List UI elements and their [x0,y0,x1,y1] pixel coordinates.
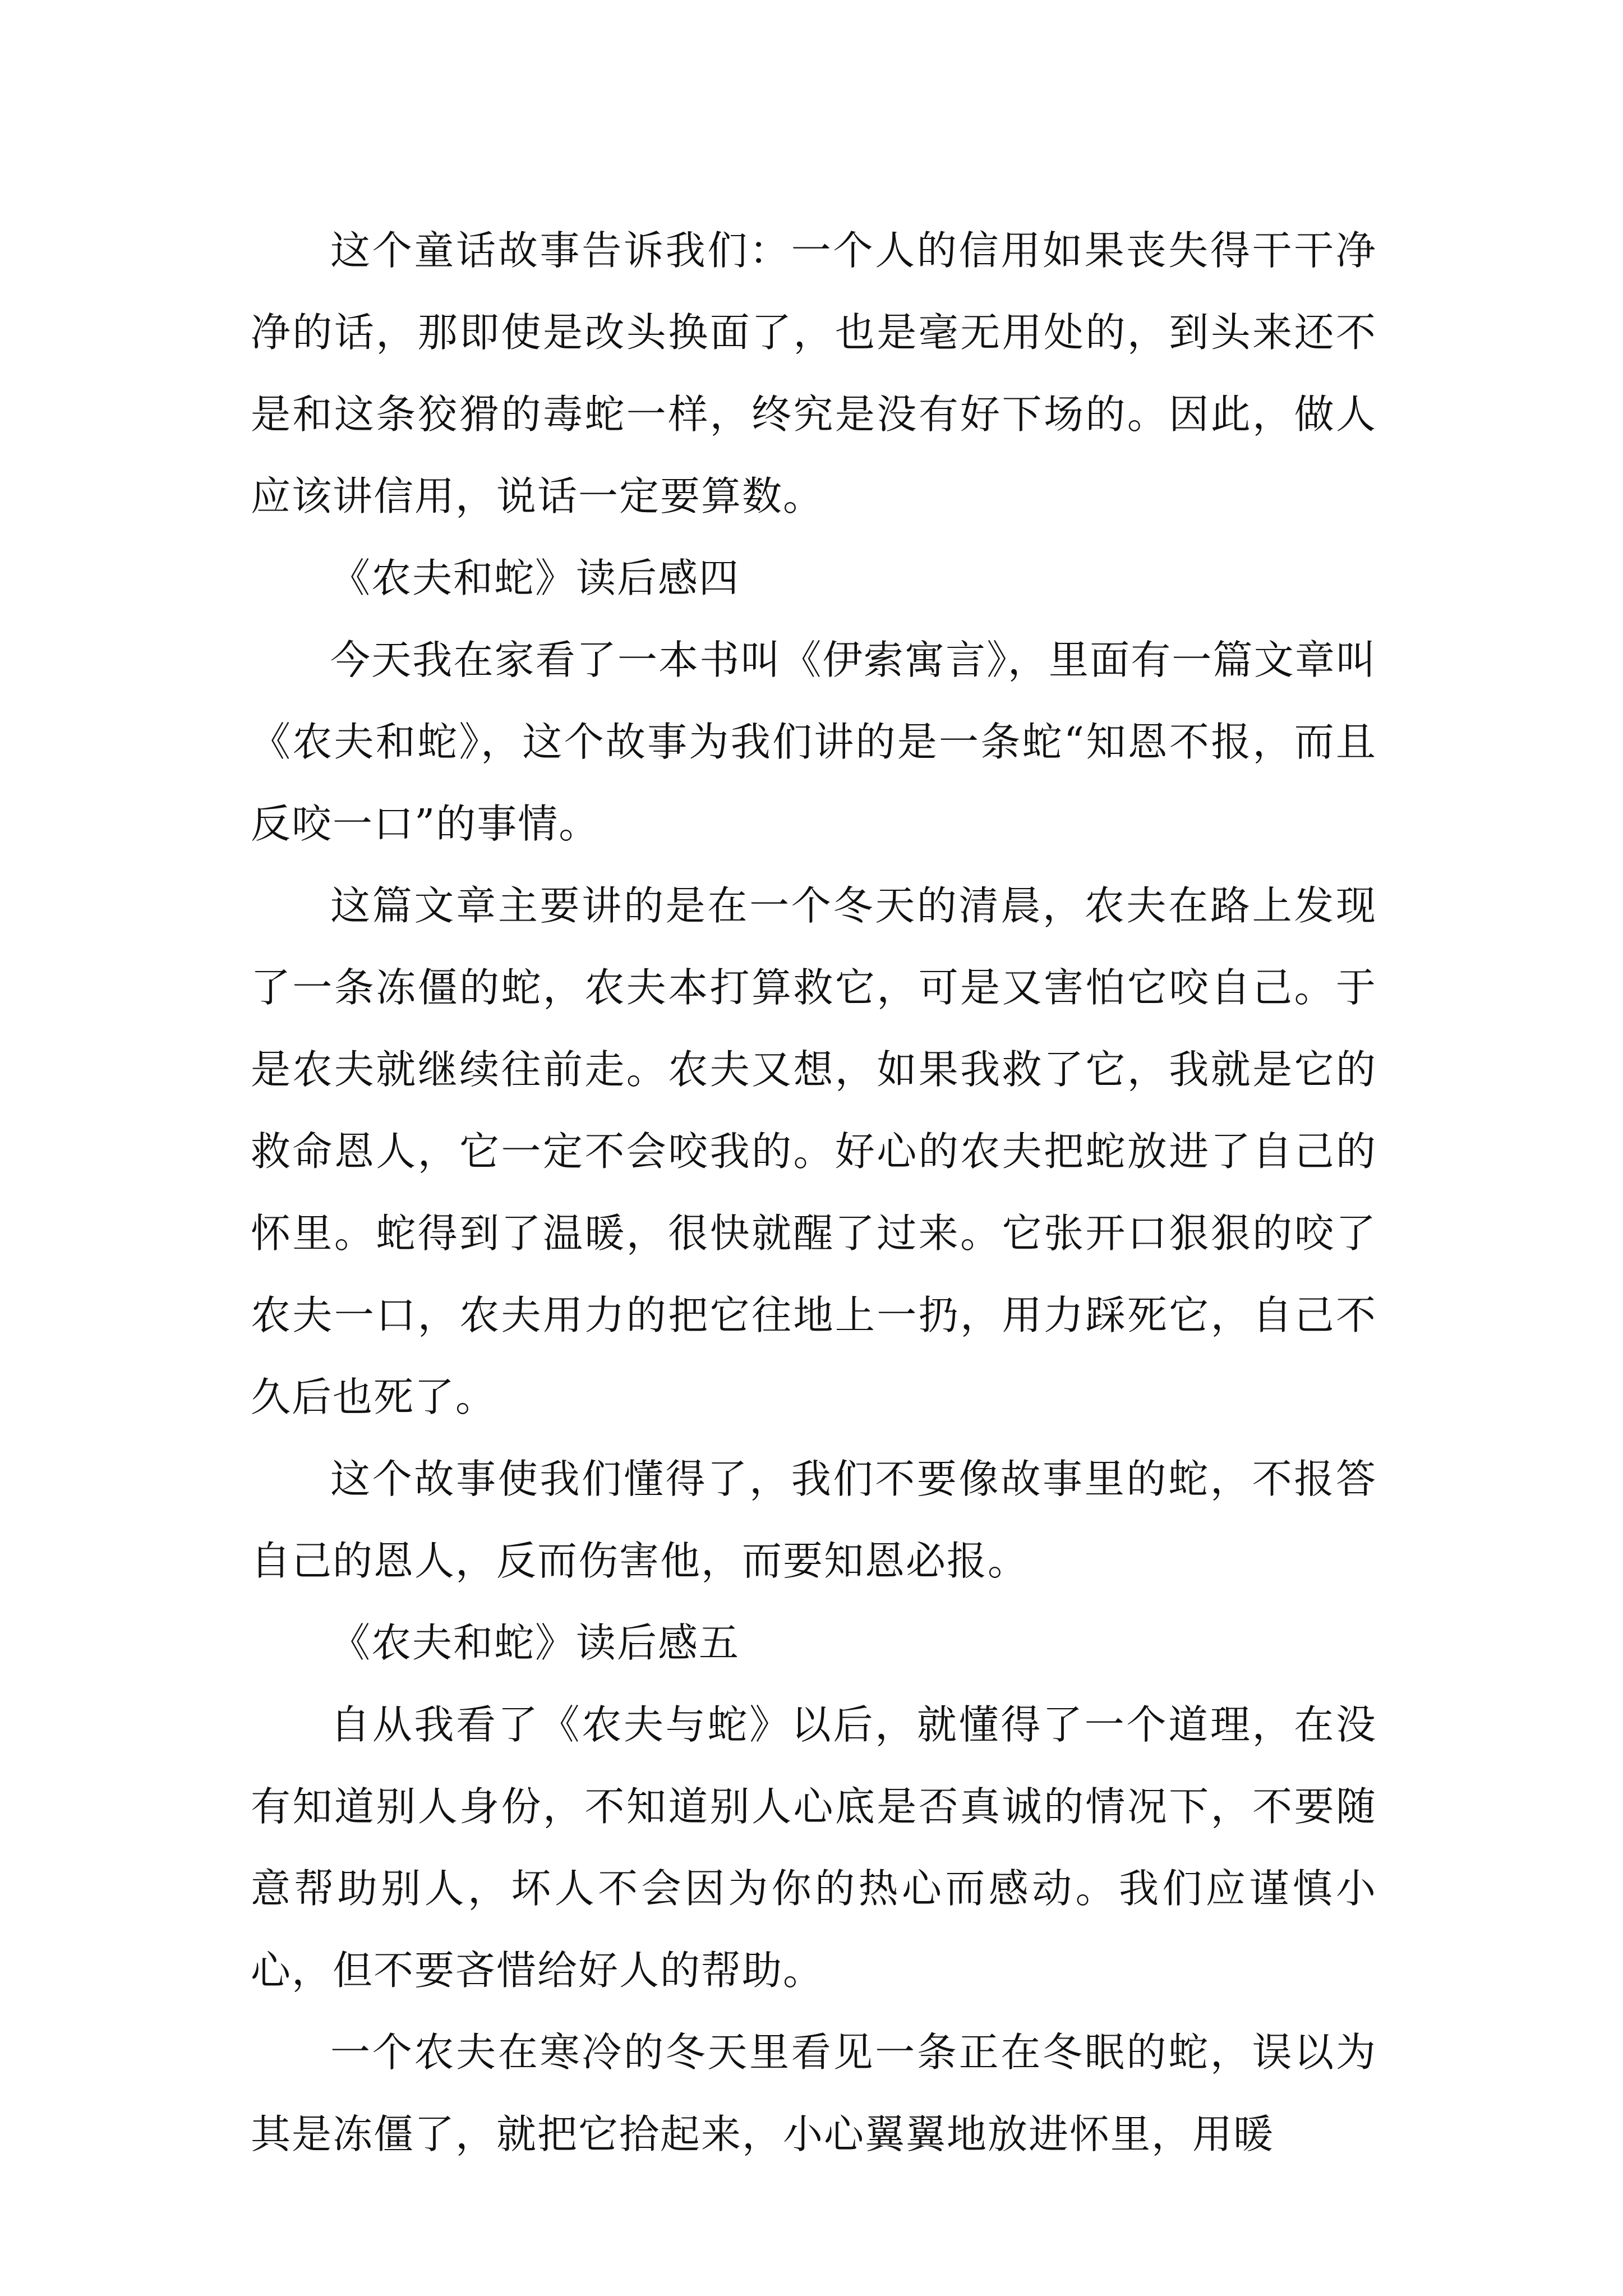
section-heading: 《农夫和蛇》读后感四 [330,555,740,601]
paragraph: 这篇文章主要讲的是在一个冬天的清晨，农夫在路上发现了一条冻僵的蛇，农夫本打算救它，可是又害怕它咬自己。于是农夫就继续往前走。农夫又想，如果我救了它，我就是它的救命恩人，它一定不会咬我的。好心的农夫把蛇放进了自己的怀里。蛇得到了温暖，很快就醒了过来。它张开口狠狠的咬了农夫一口，农夫用力的把它往地上一扔，用力踩死它，自己不久后也死了。 [251,882,1377,1420]
paragraph: 今天我在家看了一本书叫《伊索寓言》，里面有一篇文章叫《农夫和蛇》，这个故事为我们讲的是一条蛇“知恩不报，而且反咬一口”的事情。 [251,637,1377,847]
paragraph: 这个故事使我们懂得了，我们不要像故事里的蛇，不报答自己的恩人，反而伤害他，而要知恩必报。 [251,1456,1377,1584]
section-heading: 《农夫和蛇》读后感五 [330,1619,740,1666]
paragraph: 自从我看了《农夫与蛇》以后，就懂得了一个道理，在没有知道别人身份，不知道别人心底是否真诚的情况下，不要随意帮助别人，坏人不会因为你的热心而感动。我们应谨慎小心，但不要吝惜给好人的帮助。 [251,1701,1377,1994]
document-body [251,210,1377,2175]
paragraph: 这个童话故事告诉我们：一个人的信用如果丧失得干干净净的话，那即使是改头换面了，也是毫无用处的，到头来还不是和这条狡猾的毒蛇一样，终究是没有好下场的。因此，做人应该讲信用，说话一定要算数。 [251,227,1377,519]
paragraph: 一个农夫在寒冷的冬天里看见一条正在冬眠的蛇，误以为其是冻僵了，就把它拾起来，小心翼翼地放进怀里，用暖 [251,2029,1377,2157]
